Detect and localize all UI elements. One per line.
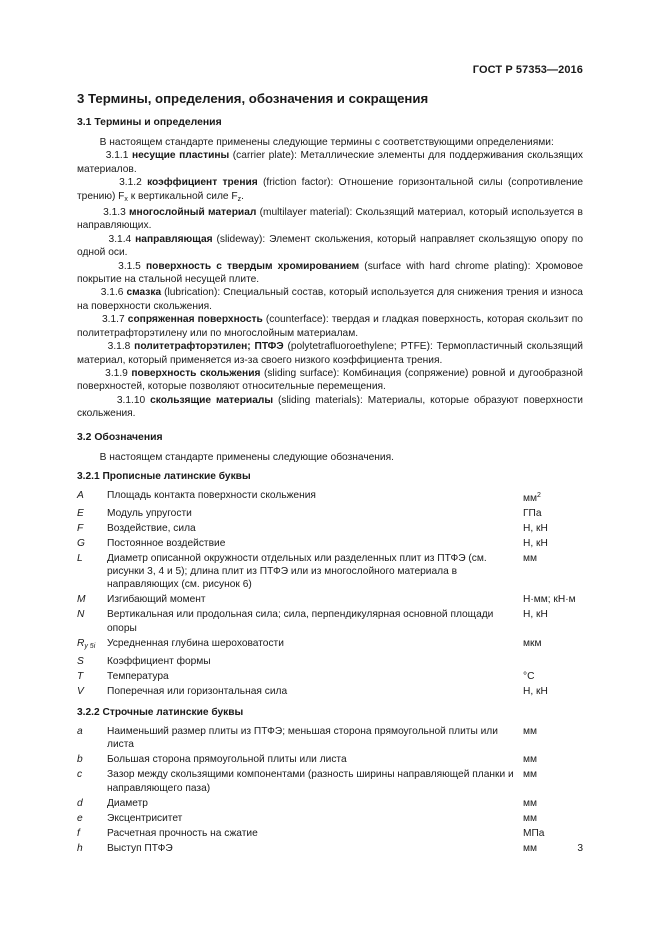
term-definition: [77, 206, 583, 233]
term-number: 3.1.3: [103, 207, 126, 219]
term-text: (slideway): Элемент скольжения, который направляет скользящую опору по одной оси.: [77, 233, 583, 259]
term-text: (carrier plate): Металлические элементы для поддерживания скользящих материалов.: [77, 150, 583, 175]
symbol: T: [77, 670, 84, 682]
symbol-unit: мм: [523, 797, 538, 809]
term-name: многослойный материал: [129, 207, 257, 219]
symbol: N: [77, 609, 85, 621]
symbol-unit: мм: [523, 812, 538, 824]
symbol-row: [77, 825, 583, 840]
symbol-cell: [77, 795, 107, 810]
symbol-unit: Н, кН: [523, 522, 548, 534]
symbol-row: [77, 723, 583, 751]
symbol-unit: мм: [523, 769, 538, 781]
symbol-unit-cell: [515, 683, 583, 698]
symbol-unit-cell: [515, 487, 583, 505]
term-name: политетрафторэтилен; ПТФЭ: [134, 341, 284, 353]
term-text: (polytetrafluoroethylene; PTFE): Термопластичный скользящий материал, который применяется из-за своего низкого коэффициента трения.: [77, 341, 583, 366]
term-number: 3.1.4: [108, 233, 132, 245]
symbol-unit-cell: [515, 535, 583, 550]
symbol: V: [77, 685, 84, 697]
symbol-cell: [77, 840, 107, 855]
uppercase-title: 3.2.1 Прописные латинские буквы: [77, 470, 251, 482]
term-text: (lubrication): Специальный состав, который используется для снижения трения и износа на поверхности скольжения.: [77, 287, 583, 312]
symbol-description: Модуль упругости: [107, 507, 192, 519]
symbol-cell: [77, 535, 107, 550]
symbol-unit-cell: [515, 607, 583, 635]
symbol-subscript: y 5i: [84, 642, 96, 650]
symbol-unit-cell: [515, 795, 583, 810]
symbol-row: [77, 653, 583, 668]
term-definition: [77, 286, 583, 313]
symbol: R: [77, 637, 85, 649]
symbol-cell: [77, 752, 107, 767]
symbol: A: [77, 489, 84, 501]
symbol-unit: мкм: [523, 637, 542, 649]
term-number: 3.1.1: [105, 150, 129, 162]
lowercase-symbols-table: [77, 723, 583, 855]
symbol-description: Наименьший размер плиты из ПТФЭ; меньшая сторона прямоугольной плиты или листа: [107, 725, 498, 751]
symbol-description: Изгибающий момент: [107, 594, 206, 606]
symbol-unit: мм: [523, 842, 538, 854]
symbol-cell: [77, 550, 107, 592]
symbol-row: [77, 550, 583, 592]
term-name: поверхность скольжения: [131, 367, 261, 379]
symbol-cell: [77, 520, 107, 535]
symbol-description: Постоянное воздействие: [107, 537, 226, 549]
symbol-cell: [77, 723, 107, 751]
term-number: 3.1.2: [119, 177, 142, 189]
symbol-description: Выступ ПТФЭ: [107, 842, 173, 854]
term-definition: [77, 260, 583, 287]
symbol: M: [77, 594, 86, 606]
symbol-cell: [77, 635, 107, 653]
symbol: a: [77, 725, 83, 737]
symbol-description: Воздействие, сила: [107, 522, 196, 534]
symbol-description: Вертикальная или продольная сила; сила, перпендикулярная основной площади опоры: [107, 609, 494, 634]
term-definition: [77, 149, 583, 176]
term-definition: [77, 313, 583, 340]
symbol-unit: °C: [523, 670, 535, 682]
symbol-description: Площадь контакта поверхности скольжения: [107, 489, 316, 501]
section-title: 3 Термины, определения, обозначения и сокращения: [77, 91, 429, 106]
symbol-description: Диаметр описанной окружности отдельных или разделенных плит из ПТФЭ (см. рисунки 3, 4 и 5); длина плит из ПТФЭ или из многослойного материала в направляющих (см. рисунок 6): [107, 552, 487, 591]
term-name: несущие пластины: [132, 150, 230, 162]
subsection-symbols-title: 3.2 Обозначения: [77, 431, 163, 443]
symbol-unit: мм: [523, 754, 538, 766]
symbol: h: [77, 842, 83, 854]
term-name: сопряженная поверхность: [127, 314, 263, 326]
term-text: (multilayer material): Скользящий материал, который используется в направляющих.: [77, 207, 583, 232]
symbol: F: [77, 522, 84, 534]
symbol-unit: МПа: [523, 827, 545, 839]
term-text: .: [241, 190, 244, 202]
symbol: d: [77, 797, 83, 809]
symbol-cell: [77, 825, 107, 840]
symbol-unit-cell: [515, 840, 583, 855]
term-number: 3.1.8: [107, 341, 131, 353]
symbol-unit: мм: [523, 725, 538, 737]
symbol-row: [77, 767, 583, 795]
symbol-unit: Н, кН: [523, 537, 548, 549]
symbol-row: [77, 752, 583, 767]
subsection-terms-title: 3.1 Термины и определения: [77, 117, 222, 128]
symbol-unit-cell: [515, 752, 583, 767]
term-number: 3.1.6: [100, 287, 124, 299]
symbol: e: [77, 812, 83, 824]
symbol-unit-cell: [515, 767, 583, 795]
term-text: (surface with hard chrome plating): Хромовое покрытие на стальной несущей плите.: [77, 260, 583, 286]
symbol-cell: [77, 653, 107, 668]
symbol-unit-cell: [515, 505, 583, 520]
symbol-cell: [77, 810, 107, 825]
symbol-row: [77, 487, 583, 505]
symbol-cell: [77, 668, 107, 683]
symbol-description: Температура: [107, 670, 169, 682]
symbol: S: [77, 655, 84, 667]
symbol: L: [77, 552, 83, 564]
document-code: ГОСТ Р 57353—2016: [472, 64, 583, 76]
symbol-row: [77, 810, 583, 825]
symbol-unit: мм: [523, 492, 538, 504]
symbol-cell: [77, 607, 107, 635]
term-text: (sliding surface): Комбинация (сопряжение) ровной и дугообразной поверхностей, которые позволяют относительные перемещения.: [77, 367, 583, 393]
symbol-unit: ГПа: [523, 507, 542, 519]
symbols-intro: В настоящем стандарте применены следующие обозначения.: [99, 451, 394, 463]
symbol-unit-cell: [515, 653, 583, 668]
symbol-description: Поперечная или горизонтальная сила: [107, 685, 288, 697]
symbol-cell: [77, 505, 107, 520]
symbol-description: Диаметр: [107, 797, 148, 809]
symbol-unit-cell: [515, 810, 583, 825]
symbol-description: Зазор между скользящими компонентами (разность ширины направляющей планки и направляющего паза): [107, 769, 514, 794]
term-definition: [77, 340, 583, 367]
symbol-description: Коэффициент формы: [107, 655, 211, 667]
term-name: направляющая: [135, 233, 213, 245]
symbol-cell: [77, 683, 107, 698]
terms-list: [77, 149, 583, 420]
term-number: 3.1.9: [105, 367, 128, 379]
term-text: (friction factor): Отношение горизонтальной силы (сопротивление трению) F: [77, 177, 583, 202]
lowercase-title: 3.2.2 Строчные латинские буквы: [77, 707, 244, 719]
term-subscript: z: [237, 195, 242, 203]
unit-superscript: 2: [537, 491, 541, 499]
symbol-unit-cell: [515, 635, 583, 653]
symbol-unit-cell: [515, 520, 583, 535]
symbol-unit-cell: [515, 592, 583, 607]
term-definition: [77, 176, 583, 206]
symbol-row: [77, 795, 583, 810]
symbol-row: [77, 635, 583, 653]
symbol-unit-cell: [515, 550, 583, 592]
symbol-description: Расчетная прочность на сжатие: [107, 827, 258, 839]
terms-intro: В настоящем стандарте применены следующие термины с соответствующими определениями:: [99, 137, 554, 148]
symbol: f: [77, 827, 80, 839]
symbol-row: [77, 520, 583, 535]
symbol: b: [77, 754, 83, 766]
symbol: G: [77, 537, 85, 549]
term-name: коэффициент трения: [147, 177, 258, 189]
symbol-unit-cell: [515, 825, 583, 840]
term-text: (sliding materials): Материалы, которые образуют поверхности скольжения.: [77, 394, 583, 420]
symbol-unit-cell: [515, 668, 583, 683]
term-name: скользящие материалы: [150, 394, 274, 406]
symbol-row: [77, 668, 583, 683]
term-subscript: x: [124, 195, 128, 203]
symbol-row: [77, 505, 583, 520]
symbol: c: [77, 769, 83, 781]
symbol-cell: [77, 592, 107, 607]
page-content: [77, 90, 583, 855]
term-number: 3.1.5: [118, 260, 141, 272]
symbol-row: [77, 535, 583, 550]
symbol-row: [77, 592, 583, 607]
term-definition: [77, 367, 583, 394]
uppercase-symbols-table: [77, 487, 583, 698]
term-text: (counterface): твердая и гладкая поверхность, которая скользит по политетрафторэтилену или по многослойным материалам.: [77, 314, 583, 339]
symbol-cell: [77, 767, 107, 795]
term-number: 3.1.10: [116, 394, 146, 406]
symbol-unit: Н·мм; кН·м: [523, 594, 576, 606]
symbol: E: [77, 507, 84, 519]
symbol-row: [77, 607, 583, 635]
symbol-unit: Н, кН: [523, 609, 548, 621]
page-number: 3: [577, 843, 583, 854]
term-number: 3.1.7: [101, 314, 125, 326]
symbol-description: Большая сторона прямоугольной плиты или листа: [107, 754, 347, 766]
term-name: поверхность с твердым хромированием: [146, 260, 360, 272]
term-definition: [77, 394, 583, 421]
symbol-description: Эксцентриситет: [107, 812, 183, 824]
symbol-unit: мм: [523, 552, 538, 564]
symbol-unit-cell: [515, 723, 583, 751]
term-definition: [77, 233, 583, 260]
symbol-description: Усредненная глубина шероховатости: [107, 637, 284, 649]
term-name: смазка: [126, 287, 162, 299]
symbol-row: [77, 683, 583, 698]
symbol-row: [77, 840, 583, 855]
symbol-unit: Н, кН: [523, 685, 548, 697]
term-text: к вертикальной силе F: [127, 190, 238, 202]
symbol-cell: [77, 487, 107, 505]
